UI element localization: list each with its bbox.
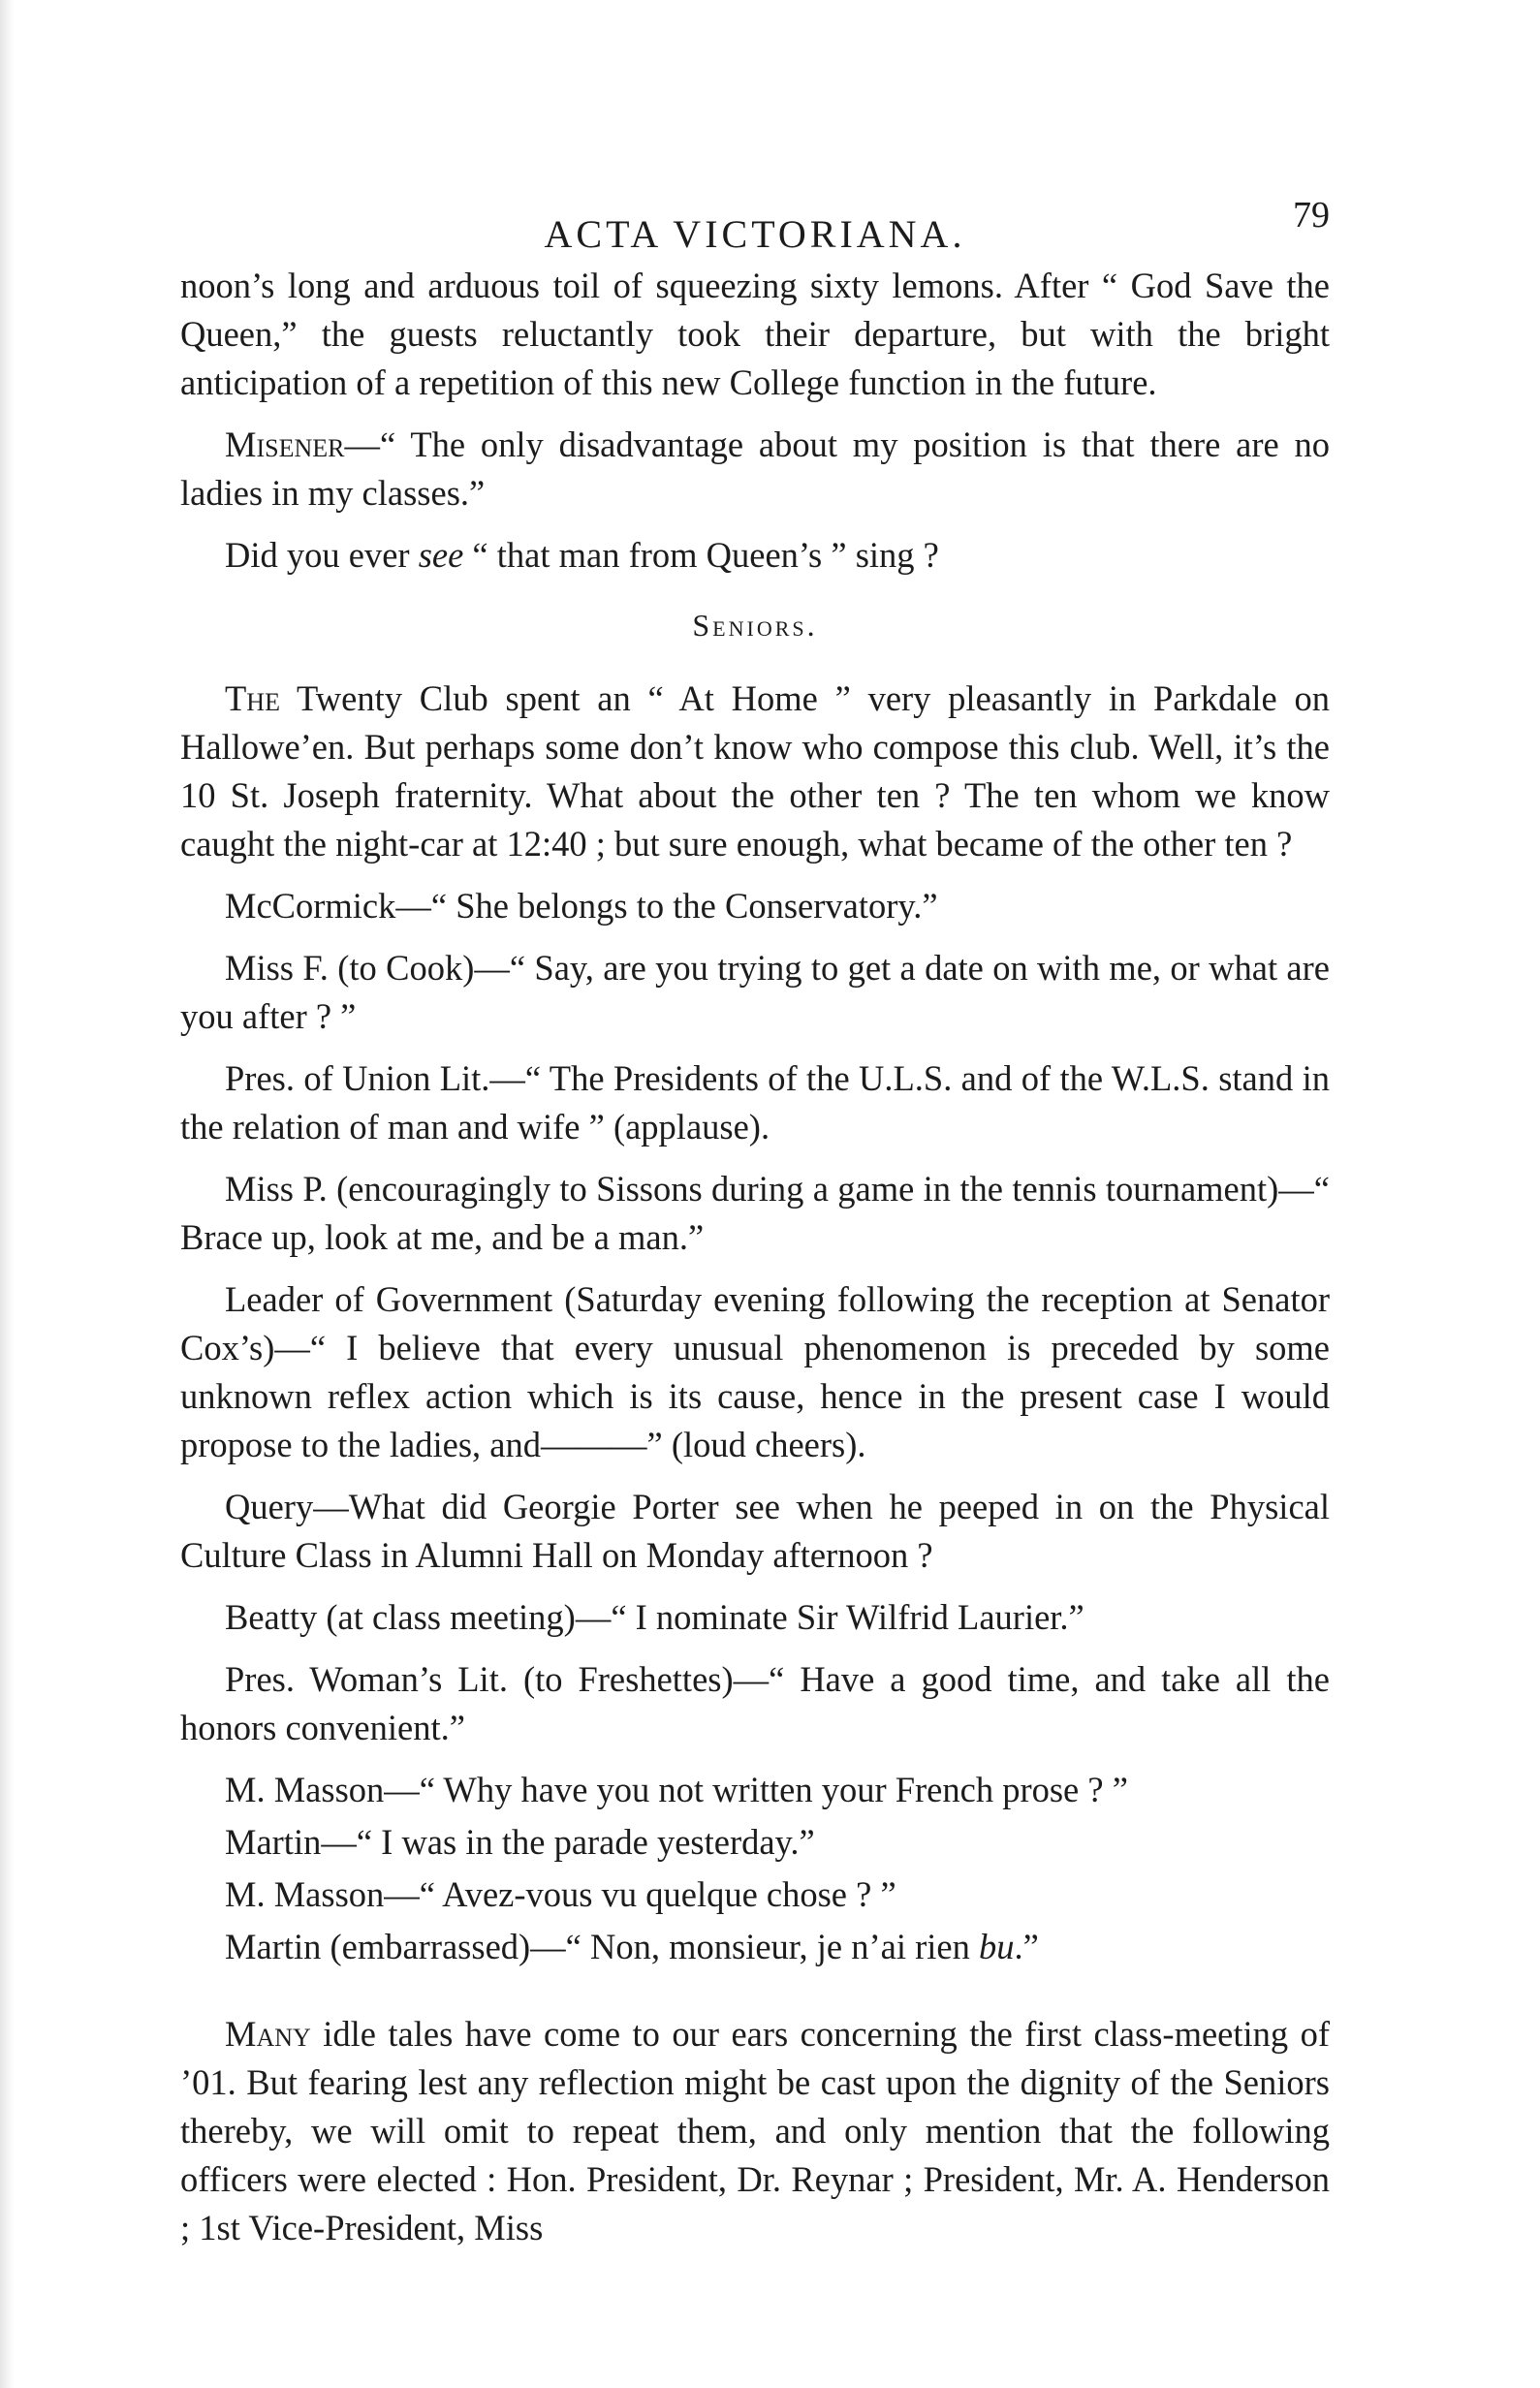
paragraph-misener: [180, 421, 1330, 518]
spacer: [180, 1985, 1330, 2010]
martin-last-before: Martin (embarrassed)—“ Non, monsieur, je n’ai rien: [225, 1927, 979, 1966]
quote-miss-p: Miss P. (encouragingly to Sissons during a game in the tennis tournament)—“ Brace up, look at me, and be a man.”: [180, 1169, 1330, 1257]
quote-mccormick: McCormick—“ She belongs to the Conservatory.”: [225, 886, 938, 926]
did-you-emphasis: see: [418, 535, 464, 575]
quote-womans-lit: Pres. Woman’s Lit. (to Freshettes)—“ Have a good time, and take all the honors convenient.”: [180, 1659, 1330, 1747]
scan-edge-shadow: [0, 0, 14, 2388]
dialogue-masson-2: M. Masson—“ Avez-vous vu quelque chose ? ”: [225, 1874, 896, 1914]
dialogue-martin-2: [180, 1923, 1330, 1971]
quote-miss-f: Miss F. (to Cook)—“ Say, are you trying to get a date on with me, or what are you after ? ”: [180, 948, 1330, 1036]
body-text: [180, 262, 1330, 2252]
misener-quote: —“ The only disadvantage about my position is that there are no ladies in my classes.”: [180, 424, 1330, 513]
paragraph-twenty-club: [180, 675, 1330, 868]
running-head: [180, 194, 1330, 262]
did-you-after: “ that man from Queen’s ” sing ?: [463, 535, 939, 575]
page-number: 79: [1293, 195, 1330, 236]
many-idle-lead: Many: [225, 2014, 311, 2054]
paragraph-lemons: noon’s long and arduous toil of squeezing sixty lemons. After “ God Save the Queen,” the guests reluctantly took their departure, but with the bright anticipation of a repetition of this new College function in the future.: [180, 266, 1330, 402]
twenty-club-text: Twenty Club spent an “ At Home ” very pleasantly in Parkdale on Hallowe’en. But perhaps some don’t know who compose this club. Well, it’s the 10 St. Joseph fraternity. What about the other ten ? The ten whom we know caught the night-car at 12:40 ; but sure enough, what became of the other ten ?: [180, 678, 1330, 864]
section-heading-seniors: Seniors.: [692, 608, 818, 643]
quote-beatty: Beatty (at class meeting)—“ I nominate Sir Wilfrid Laurier.”: [225, 1597, 1084, 1637]
quote-query: Query—What did Georgie Porter see when he peeped in on the Physical Culture Class in Alumni Hall on Monday afternoon ?: [180, 1487, 1330, 1575]
quote-union-lit: Pres. of Union Lit.—“ The Presidents of the U.L.S. and of the W.L.S. stand in the relation of man and wife ” (applause).: [180, 1058, 1330, 1147]
martin-last-emphasis: bu: [978, 1927, 1015, 1966]
paragraph-many-idle-tales: [180, 2010, 1330, 2252]
many-idle-text: idle tales have come to our ears concerning the first class-meeting of ’01. But fearing lest any reflection might be cast upon the dignity of the Seniors thereby, we will omit to repeat them, and only mention that the following officers were elected : Hon. President, Dr. Reynar ; President, Mr. A. Henderson ; 1st Vice-President, Miss: [180, 2014, 1330, 2247]
twenty-club-lead: The: [225, 678, 280, 718]
dialogue-masson-1: M. Masson—“ Why have you not written your French prose ? ”: [225, 1770, 1128, 1809]
dialogue-martin-1: Martin—“ I was in the parade yesterday.”: [225, 1822, 815, 1862]
running-title: ACTA VICTORIANA.: [544, 212, 966, 256]
book-page: [180, 194, 1330, 2266]
martin-last-after: .”: [1014, 1927, 1039, 1966]
paragraph-did-you-ever: [180, 531, 1330, 580]
quote-leader-of-government: Leader of Government (Saturday evening following the reception at Senator Cox’s)—“ I believe that every unusual phenomenon is preceded by some unknown reflex action which is its cause, hence in the present case I would propose to the ladies, and———” (loud cheers).: [180, 1279, 1330, 1464]
did-you-before: Did you ever: [225, 535, 419, 575]
speaker-misener: Misener: [225, 424, 345, 464]
